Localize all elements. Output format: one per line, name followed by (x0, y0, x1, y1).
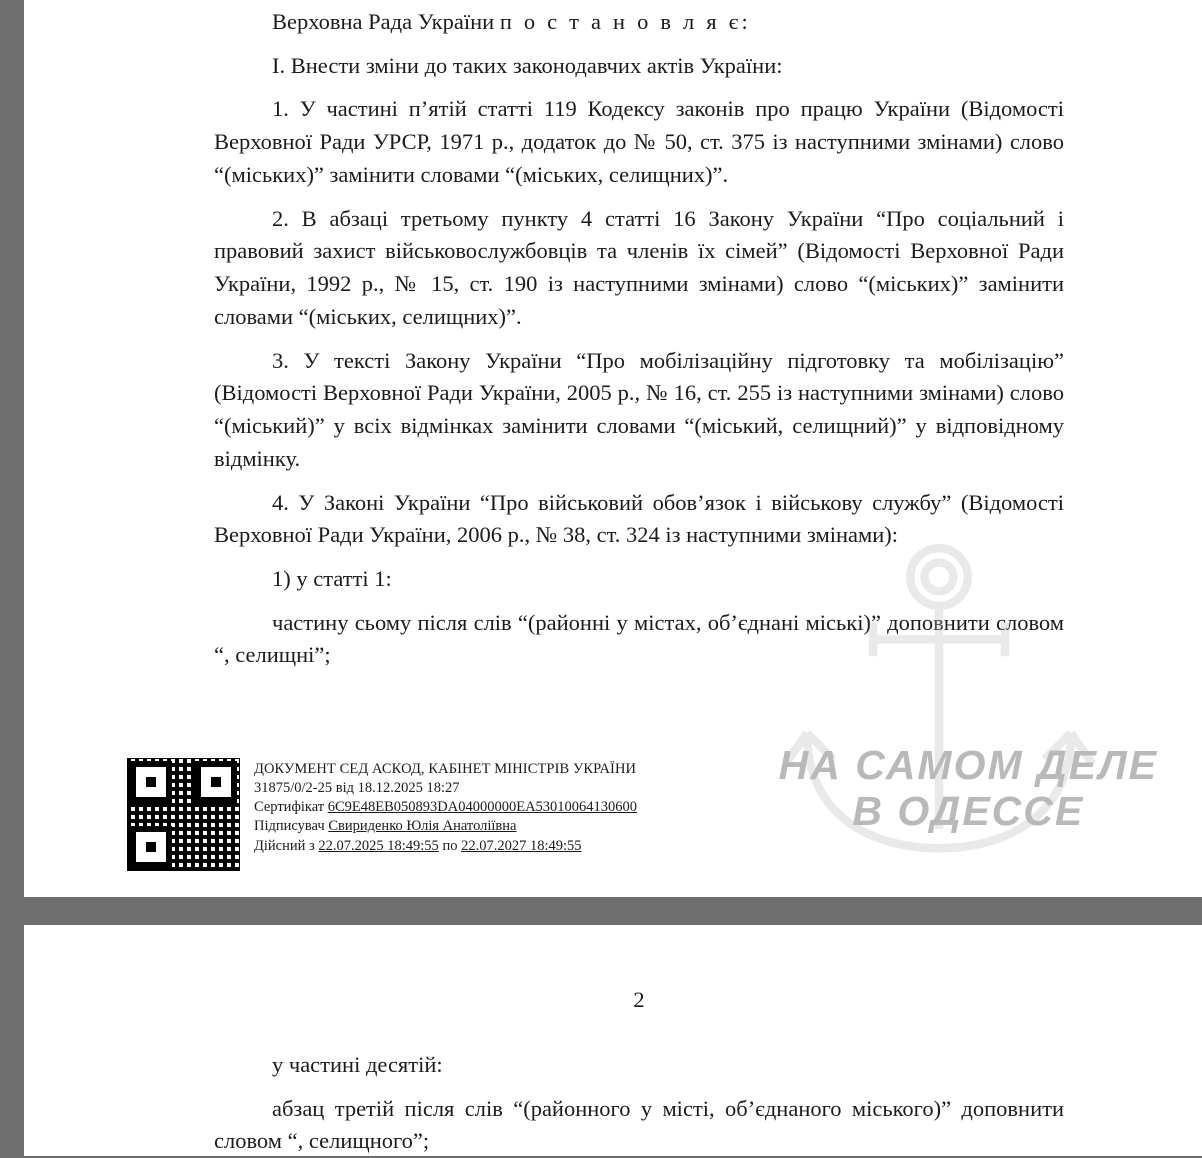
stamp-validity (254, 837, 637, 856)
paragraph: 1. У частині п’ятій статті 119 Кодексу законів про працю України (Відомості Верховної Ради УРСР, 1971 р., додаток до № 50, ст. 375 із наступними змінами) слово “(міських)” замінити словами “(міських, селищних)”. (214, 96, 1064, 187)
watermark-line-2: В ОДЕССЕ (852, 788, 1085, 835)
paragraph: частину сьому після слів “(районні у містах, об’єднані міські)” доповнити словом “, селищні”; (214, 609, 1064, 668)
stamp-valid-from: 22.07.2025 18:49:55 (318, 837, 439, 854)
stamp-certificate (254, 798, 637, 817)
stamp-header: ДОКУМЕНТ СЕД АСКОД, КАБІНЕТ МІНІСТРІВ УКРАЇНИ (254, 761, 637, 777)
stamp-certificate-value: 6C9E48EB050893DA04000000EA53010064130600 (327, 799, 638, 816)
paragraph-text: Верховна Рада України (272, 9, 500, 34)
paragraph-text-tail: : (741, 9, 748, 34)
stamp-valid-label: Дійсний з (254, 837, 319, 854)
watermark-line-1: НА САМОМ ДЕЛЕ (778, 742, 1158, 789)
paragraph: 4. У Законі України “Про військовий обов’язок і військову службу” (Відомості Верховної Ради України, 2006 р., № 38, ст. 324 із наступними змінами): (214, 489, 1064, 548)
stamp-certificate-label: Сертифікат (254, 799, 328, 816)
stamp-signer-label: Підписувач (254, 818, 329, 835)
stamp-signer (254, 817, 637, 836)
paragraph-spaced-text: п о с т а н о в л я є (499, 9, 742, 34)
signature-stamp (127, 758, 637, 871)
paragraph: 3. У тексті Закону України “Про мобілізаційну підготовку та мобілізацію” (Відомості Верховної Ради України, 2005 р., № 16, ст. 255 із наступними змінами) слово “(міський)” у всіх відмінках замінити словами “(міський, селищний)” у відповідному відмінку. (214, 347, 1064, 471)
paragraph: 2. В абзаці третьому пункту 4 статті 16 Закону України “Про соціальний і правовий захист військовослужбовців та членів їх сімей” (Відомості Верховної Ради України, 1992 р., № 15, ст. 190 із наступними змінами) слово “(міських)” замінити словами “(міських, селищних)”. (214, 205, 1064, 329)
paragraph: абзац третій після слів “(районного у місті, об’єднаного міського)” доповнити словом “, селищного”; (214, 1095, 1064, 1154)
paragraph: I. Внести зміни до таких законодавчих актів України: (272, 52, 783, 78)
watermark-text (779, 743, 1158, 835)
paragraph: 1) у статті 1: (272, 566, 392, 592)
signature-stamp-text (254, 758, 637, 856)
qr-code-icon (127, 758, 240, 871)
document-page-1 (24, 0, 1202, 897)
document-page-2 (24, 925, 1202, 1156)
stamp-valid-mid: по (438, 837, 462, 854)
stamp-signer-value: Свириденко Юлія Анатоліївна (328, 818, 517, 835)
paragraph: у частині десятій: (272, 1052, 443, 1077)
paragraph (214, 0, 1064, 39)
stamp-valid-to: 22.07.2027 18:49:55 (461, 837, 582, 854)
stamp-registration: 31875/0/2-25 від 18.12.2025 18:27 (254, 780, 460, 797)
page-number: 2 (633, 987, 645, 1012)
